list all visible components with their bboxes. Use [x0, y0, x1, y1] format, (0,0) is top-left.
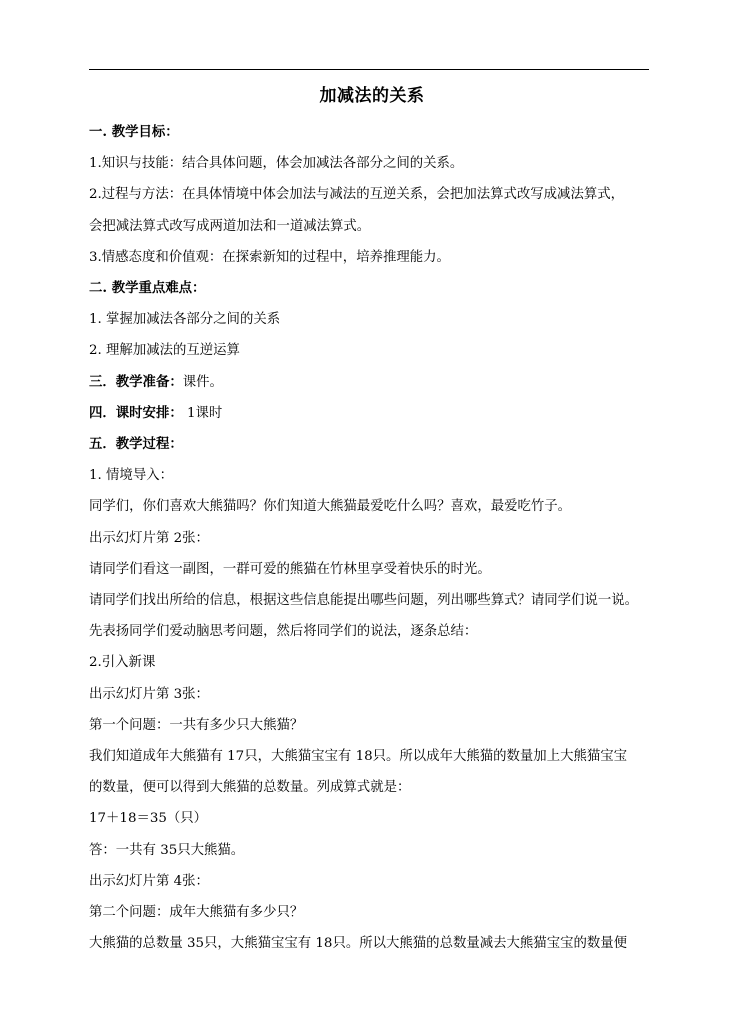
process-step-2: 2.引入新课 [89, 655, 156, 671]
document-title: 加减法的关系 [319, 86, 425, 106]
header-rule [89, 69, 649, 70]
paragraph: 请同学们看这一副图，一群可爱的熊猫在竹林里享受着快乐的时光。 [89, 561, 491, 577]
equation: 17＋18＝35（只） [89, 811, 208, 827]
goal-knowledge: 1.知识与技能：结合具体问题，体会加减法各部分之间的关系。 [89, 156, 464, 172]
paragraph: 出示幻灯片第 3张： [89, 686, 209, 702]
section-prep [89, 367, 655, 398]
paragraph: 第一个问题：一共有多少只大熊猫？ [89, 717, 304, 733]
hours-heading: 四．课时安排： [89, 404, 183, 421]
keypoint-2: 2. 理解加减法的互逆运算 [89, 343, 240, 359]
document-body [89, 82, 655, 959]
paragraph: 出示幻灯片第 2张： [89, 530, 209, 546]
prep-value: 课件。 [182, 374, 223, 390]
section-keypoints-heading: 二. 教学重点难点： [89, 280, 206, 297]
paragraph: 请同学们找出所给的信息，根据这些信息能提出哪些问题，列出哪些算式？请同学们说一说。 [89, 593, 639, 609]
goal-process-line-2: 会把减法算式改写成两道加法和一道减法算式。 [89, 218, 371, 234]
section-process-heading: 五．教学过程： [89, 436, 183, 453]
goal-process-line-1: 2.过程与方法：在具体情境中体会加法与减法的互逆关系，会把加法算式改写成减法算式， [89, 187, 625, 203]
paragraph: 出示幻灯片第 4张： [89, 873, 209, 889]
paragraph: 的数量，便可以得到大熊猫的总数量。列成算式就是： [89, 780, 411, 796]
prep-heading: 三．教学准备： [89, 373, 183, 390]
paragraph: 先表扬同学们爱动脑思考问题，然后将同学们的说法，逐条总结： [89, 624, 478, 640]
paragraph: 大熊猫的总数量 35只，大熊猫宝宝有 18只。所以大熊猫的总数量减去大熊猫宝宝的数量便 [89, 936, 628, 952]
paragraph: 答：一共有 35只大熊猫。 [89, 842, 245, 858]
keypoint-1: 1. 掌握加减法各部分之间的关系 [89, 312, 281, 328]
paragraph: 第二个问题：成年大熊猫有多少只？ [89, 905, 304, 921]
paragraph: 同学们，你们喜欢大熊猫吗？你们知道大熊猫最爱吃什么吗？喜欢，最爱吃竹子。 [89, 499, 572, 515]
paragraph: 我们知道成年大熊猫有 17只，大熊猫宝宝有 18只。所以成年大熊猫的数量加上大熊猫宝宝 [89, 749, 628, 765]
hours-value: 1课时 [182, 405, 223, 421]
section-goals-heading: 一. 教学目标： [89, 124, 179, 140]
goal-attitude: 3.情感态度和价值观：在探索新知的过程中，培养推理能力。 [89, 249, 450, 265]
process-step-1: 1. 情境导入： [89, 468, 173, 484]
section-hours [89, 398, 655, 429]
